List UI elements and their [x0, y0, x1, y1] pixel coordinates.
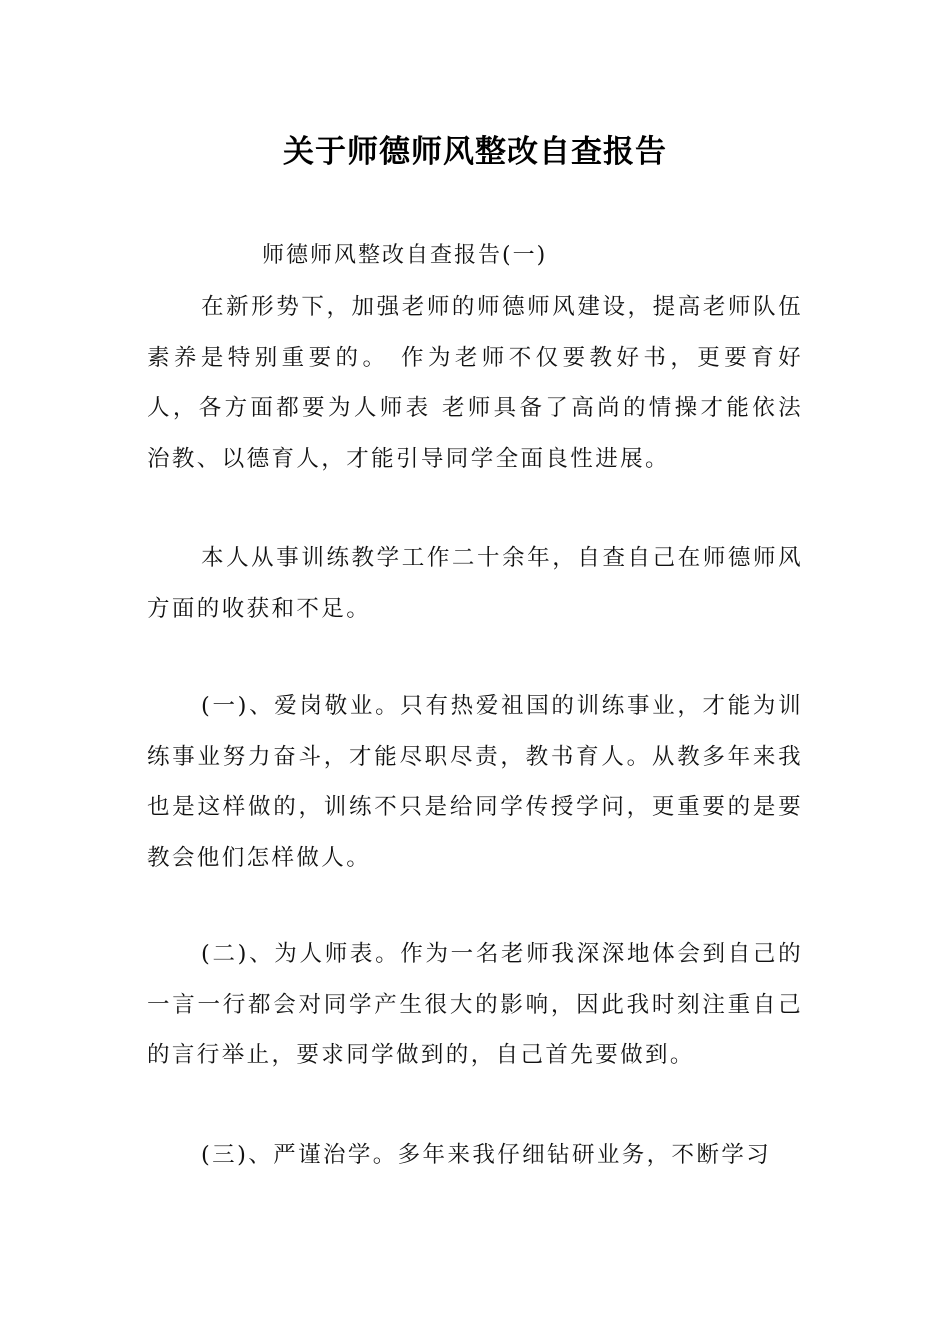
paragraph: (二)、为人师表。作为一名老师我深深地体会到自己的一言一行都会对同学产生很大的影响，因此我时刻注重自己的言行举止，要求同学做到的，自己首先要做到。	[147, 941, 803, 1068]
paragraph: 本人从事训练教学工作二十余年，自查自己在师德师风方面的收获和不足。	[147, 545, 803, 622]
paragraph: 在新形势下，加强老师的师德师风建设，提高老师队伍素养是特别重要的。 作为老师不仅要教好书，更要育好人，各方面都要为人师表 老师具备了高尚的情操才能依法治教、以德育人，才能引导同学全面良性进展。	[147, 294, 803, 472]
document-title: 关于师德师风整改自查报告	[283, 134, 667, 170]
paragraph: (一)、爱岗敬业。只有热爱祖国的训练事业，才能为训练事业努力奋斗，才能尽职尽责，教书育人。从教多年来我也是这样做的，训练不只是给同学传授学问，更重要的是要教会他们怎样做人。	[147, 693, 803, 871]
paragraph: (三)、严谨治学。多年来我仔细钻研业务，不断学习	[201, 1142, 772, 1168]
document-subtitle: 师德师风整改自查报告(一)	[262, 243, 548, 268]
